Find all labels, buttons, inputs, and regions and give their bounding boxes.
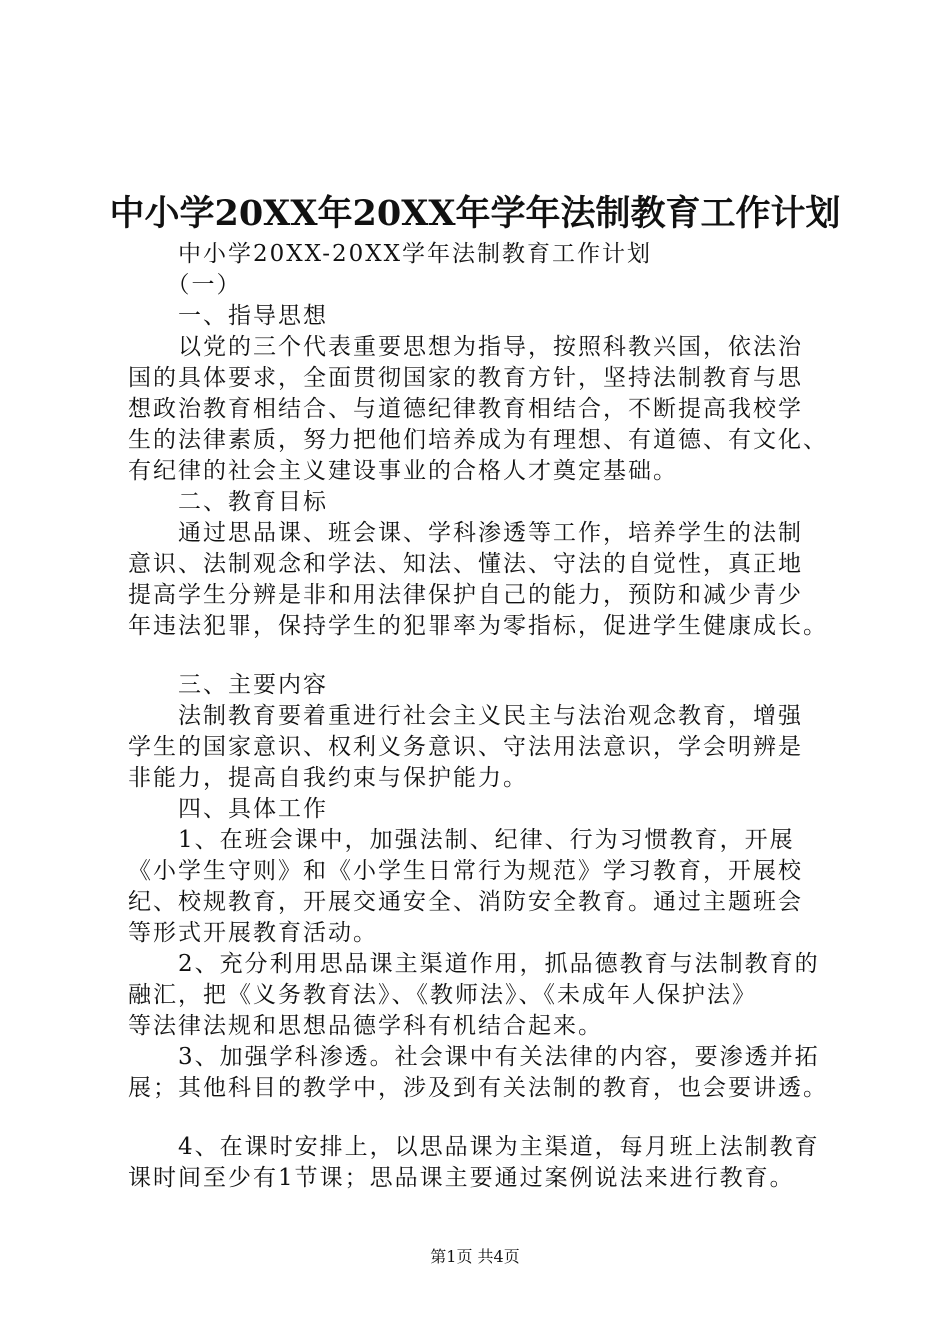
subtitle-line: 中小学20XX-20XX学年法制教育工作计划 — [128, 241, 652, 267]
paragraph-line: 学生的国家意识、权利义务意识、守法用法意识，学会明辨是 — [128, 734, 803, 760]
page-number-footer: 第1页 共4页 — [430, 1247, 520, 1266]
paragraph-line: 法制教育要着重进行社会主义民主与法治观念教育，增强 — [128, 703, 803, 729]
paragraph-line: 1、在班会课中，加强法制、纪律、行为习惯教育，开展 — [128, 827, 795, 853]
paragraph-line: 意识、法制观念和学法、知法、懂法、守法的自觉性，真正地 — [128, 551, 803, 577]
paragraph-line: 纪、校规教育，开展交通安全、消防安全教育。通过主题班会 — [128, 889, 803, 915]
paragraph-line: 《小学生守则》和《小学生日常行为规范》学习教育，开展校 — [128, 858, 803, 884]
section-heading-specific-work: 四、具体工作 — [128, 796, 328, 822]
paragraph-line: 课时间至少有1节课；思品课主要通过案例说法来进行教育。 — [128, 1165, 795, 1191]
paragraph-line: 4、在课时安排上，以思品课为主渠道，每月班上法制教育 — [128, 1134, 820, 1160]
section-heading-guiding-ideology: 一、指导思想 — [128, 303, 328, 329]
paragraph-line: 展；其他科目的教学中，涉及到有关法制的教育，也会要讲透。 — [128, 1075, 828, 1101]
paragraph-line: 3、加强学科渗透。社会课中有关法律的内容，要渗透并拓 — [128, 1044, 820, 1070]
paragraph-line: 等形式开展教育活动。 — [128, 920, 378, 946]
section-marker: （一） — [128, 272, 242, 298]
section-heading-education-goals: 二、教育目标 — [128, 489, 328, 515]
paragraph-line: 有纪律的社会主义建设事业的合格人才奠定基础。 — [128, 458, 678, 484]
paragraph-line: 国的具体要求，全面贯彻国家的教育方针，坚持法制教育与思 — [128, 365, 803, 391]
paragraph-line: 通过思品课、班会课、学科渗透等工作，培养学生的法制 — [128, 520, 803, 546]
document-title: 中小学20XX年20XX年学年法制教育工作计划 — [109, 193, 841, 234]
paragraph-line: 年违法犯罪，保持学生的犯罪率为零指标，促进学生健康成长。 — [128, 613, 828, 639]
paragraph-line: 提高学生分辨是非和用法律保护自己的能力，预防和减少青少 — [128, 582, 803, 608]
section-heading-main-content: 三、主要内容 — [128, 672, 328, 698]
paragraph-line: 生的法律素质，努力把他们培养成为有理想、有道德、有文化、 — [128, 427, 828, 453]
paragraph-line: 2、充分利用思品课主渠道作用，抓品德教育与法制教育的 — [128, 951, 820, 977]
paragraph-line: 融汇，把《义务教育法》、《教师法》、《未成年人保护法》 — [128, 982, 757, 1008]
paragraph-line: 想政治教育相结合、与道德纪律教育相结合，不断提高我校学 — [128, 396, 803, 422]
paragraph-line: 等法律法规和思想品德学科有机结合起来。 — [128, 1013, 603, 1039]
paragraph-line: 以党的三个代表重要思想为指导，按照科教兴国，依法治 — [128, 334, 803, 360]
paragraph-line: 非能力，提高自我约束与保护能力。 — [128, 765, 528, 791]
